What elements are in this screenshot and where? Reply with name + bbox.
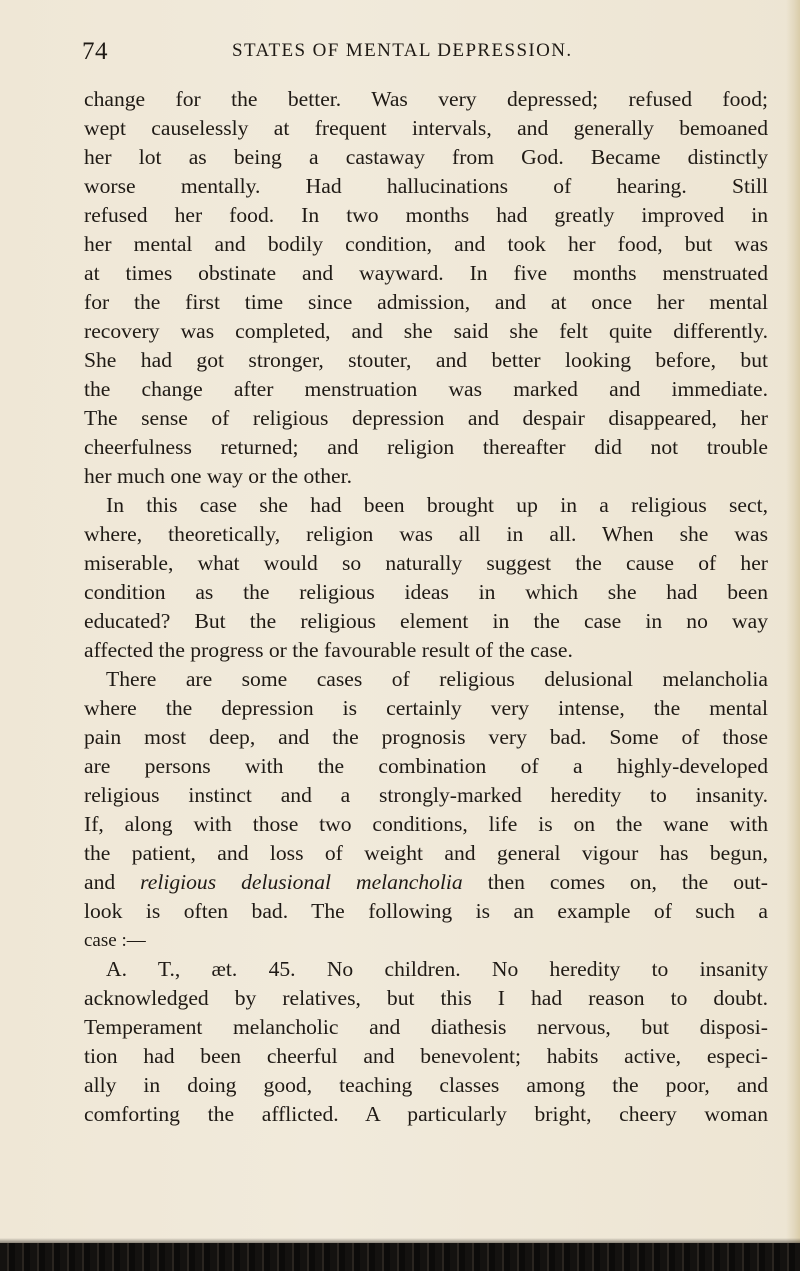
page-header: [82, 38, 772, 68]
text-line: If, along with those two conditions, life is on the wane with: [84, 812, 768, 836]
text-line: Temperament melancholic and diathesis nervous, but disposi-: [84, 1015, 768, 1039]
text-line: pain most deep, and the prognosis very bad. Some of those: [84, 725, 768, 749]
page-number: 74: [82, 38, 108, 65]
text-line: The sense of religious depression and despair disappeared, her: [84, 406, 768, 430]
text-line: condition as the religious ideas in which she had been: [84, 580, 768, 604]
scan-bottom-edge: [0, 1243, 800, 1271]
text-line: case :—: [84, 930, 146, 951]
text-line: recovery was completed, and she said she felt quite differently.: [84, 319, 768, 343]
text-line: for the first time since admission, and at once her mental: [84, 290, 768, 314]
text-line: the patient, and loss of weight and general vigour has begun,: [84, 841, 768, 865]
text-line: are persons with the combination of a highly-developed: [84, 754, 768, 778]
text-line: her mental and bodily condition, and took her food, but was: [84, 232, 768, 256]
paragraph-first-line: There are some cases of religious delusional melancholia: [106, 667, 768, 691]
paragraph-first-line: In this case she had been brought up in a religious sect,: [106, 493, 768, 517]
paragraph-first-line: A. T., æt. 45. No children. No heredity to insanity: [106, 957, 768, 981]
page-edge-shadow: [786, 0, 800, 1271]
text-line: the change after menstruation was marked and immediate.: [84, 377, 768, 401]
running-head: STATES OF MENTAL DEPRESSION.: [232, 40, 573, 61]
text-line: her lot as being a castaway from God. Became distinctly: [84, 145, 768, 169]
text-line: look is often bad. The following is an example of such a: [84, 899, 768, 923]
text-line: educated? But the religious element in the case in no way: [84, 609, 768, 633]
text-line: wept causelessly at frequent intervals, and generally bemoaned: [84, 116, 768, 140]
text-line: change for the better. Was very depressed; refused food;: [84, 87, 768, 111]
text-line-with-italic: [84, 868, 768, 897]
text-line: religious instinct and a strongly-marked heredity to insanity.: [84, 783, 768, 807]
text-line: her much one way or the other.: [84, 464, 353, 488]
text-line: refused her food. In two months had greatly improved in: [84, 203, 768, 227]
italic-term: religious delusional melancholia: [140, 870, 463, 894]
text-line: ally in doing good, teaching classes among the poor, and: [84, 1073, 768, 1097]
text-line: affected the progress or the favourable result of the case.: [84, 638, 573, 662]
text-line: comforting the afflicted. A particularly bright, cheery woman: [84, 1102, 768, 1126]
text-line: at times obstinate and wayward. In five months menstruated: [84, 261, 768, 285]
text-line: She had got stronger, stouter, and better looking before, but: [84, 348, 768, 372]
text-segment: and: [84, 870, 116, 894]
text-line: cheerfulness returned; and religion thereafter did not trouble: [84, 435, 768, 459]
text-line: miserable, what would so naturally suggest the cause of her: [84, 551, 768, 575]
text-line: acknowledged by relatives, but this I had reason to doubt.: [84, 986, 768, 1010]
text-line: where, theoretically, religion was all in all. When she was: [84, 522, 768, 546]
body-text: [84, 85, 768, 1129]
text-line: worse mentally. Had hallucinations of hearing. Still: [84, 174, 768, 198]
text-segment: then comes on, the out-: [487, 870, 768, 894]
text-line: where the depression is certainly very intense, the mental: [84, 696, 768, 720]
text-line: tion had been cheerful and benevolent; habits active, especi-: [84, 1044, 768, 1068]
